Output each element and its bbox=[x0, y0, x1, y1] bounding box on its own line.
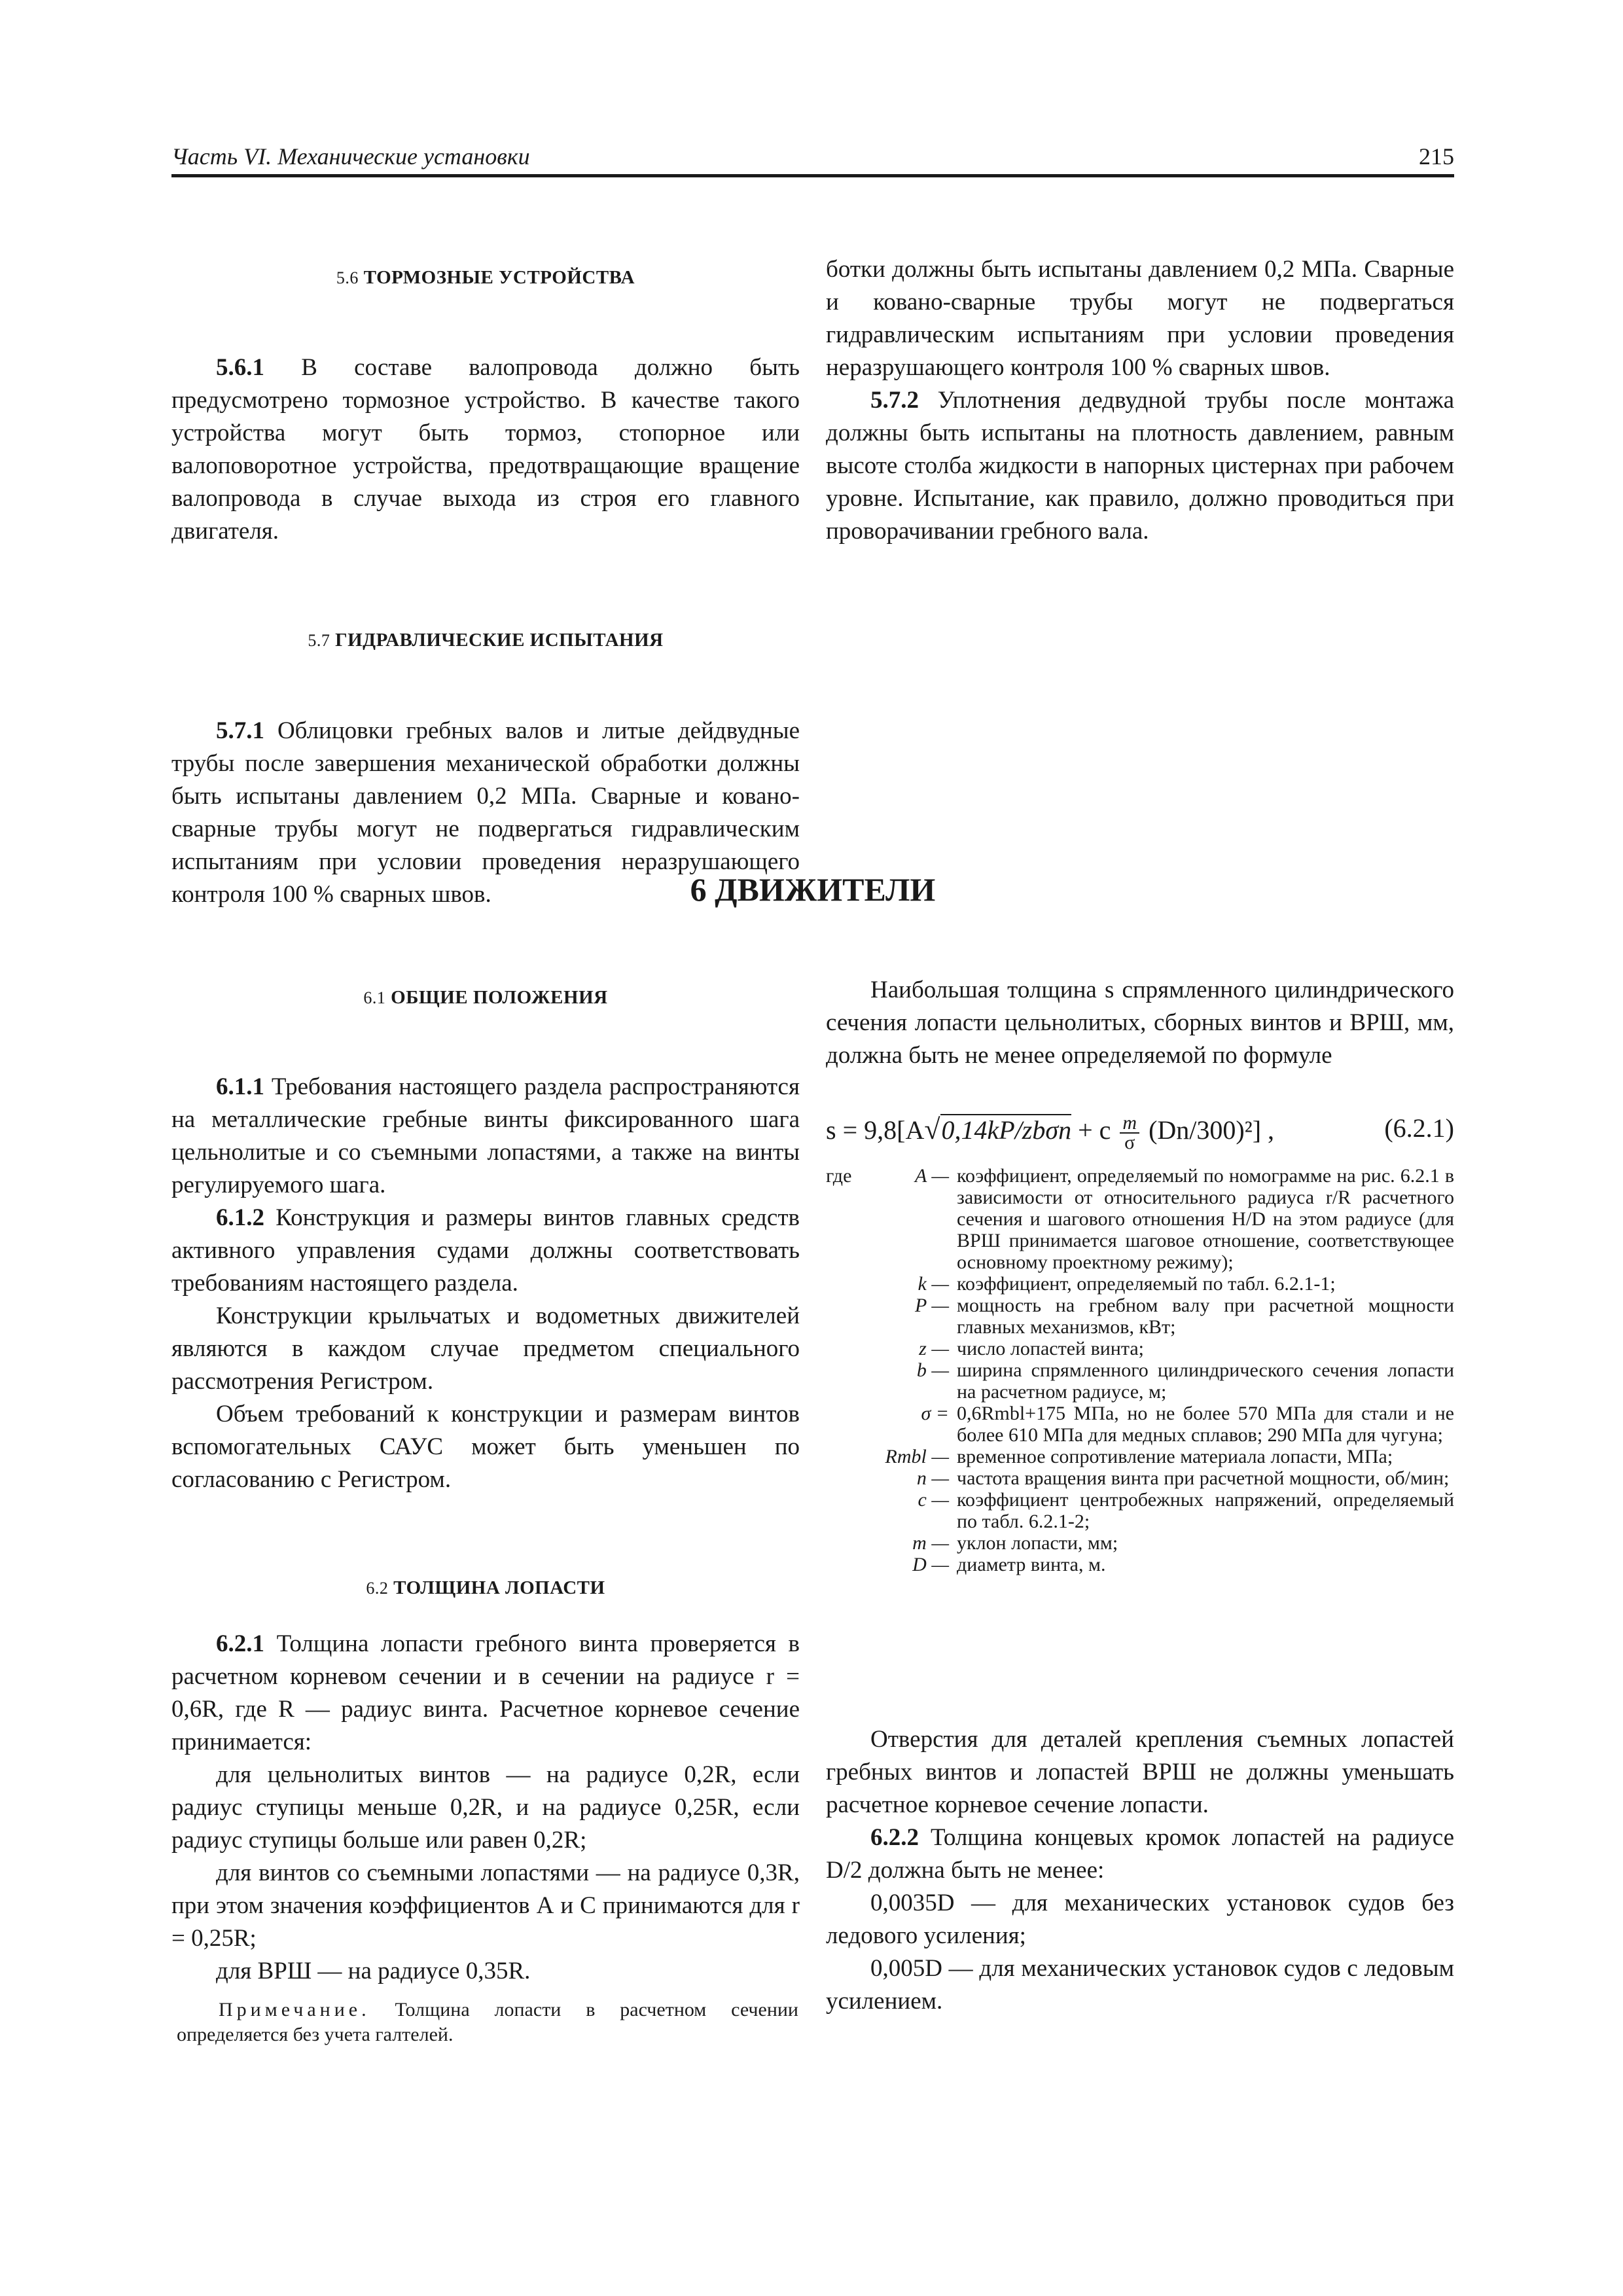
definition-row bbox=[870, 1532, 1454, 1554]
running-header bbox=[171, 143, 1454, 175]
paragraph-6-1-2: 6.1.2 Конструкция и размеры винтов главных средств активного управления судами должны соответствовать требованиям настоящего раздела. bbox=[171, 1204, 800, 1297]
paragraph-6-2-2-b: 0,005D — для механических установок судов с ледовым усилением. bbox=[826, 1955, 1454, 2015]
definition-row bbox=[870, 1467, 1454, 1489]
paragraph-holes: Отверстия для деталей крепления съемных лопастей гребных винтов и лопастей ВРШ не должны уменьшать расчетное корневое сечение лопасти. bbox=[826, 1726, 1454, 1818]
paragraph-6-2-1-a: для цельнолитых винтов — на радиусе 0,2R, если радиус ступицы меньше 0,2R, и на радиусе 0,25R, если радиус ступицы больше или равен 0,2R; bbox=[171, 1761, 800, 1854]
definitions-table bbox=[870, 1165, 1454, 1575]
paragraph-5-7-1-end: ботки должны быть испытаны давлением 0,2 МПа. Сварные и ковано-сварные трубы могут не подвергаться гидравлическим испытаниям при условии проведения неразрушающего контроля 100 % сварных швов. bbox=[826, 256, 1454, 381]
definition-row bbox=[870, 1554, 1454, 1575]
definition-symbol: Rmbl — bbox=[885, 1446, 949, 1467]
right-column-5-7 bbox=[826, 253, 1454, 548]
definition-row bbox=[870, 1338, 1454, 1359]
definition-symbol: D — bbox=[912, 1554, 949, 1575]
definition-text: коэффициент, определяемый по табл. 6.2.1-1; bbox=[957, 1273, 1336, 1295]
paragraph-6-1-1: 6.1.1 Требования настоящего раздела распространяются на металлические гребные винты фиксированного шага цельнолитые и со съемными лопастями, а также на винты регулируемого шага. bbox=[171, 1073, 800, 1198]
paragraph-5-7-1-start: 5.7.1 Облицовки гребных валов и литые дейдвудные трубы после завершения механической обработки должны быть испытаны давлением 0,2 МПа. Сварные и ковано-сварные трубы могут не подвергаться гидравлическим испытаниям при условии проведения неразрушающего контроля 100 % сварных швов. bbox=[171, 717, 800, 908]
paragraph-6-1-4: Объем требований к конструкции и размерам винтов вспомогательных САУС может быть уменьшен по согласованию с Регистром. bbox=[171, 1401, 800, 1493]
definition-symbol: c — bbox=[918, 1489, 949, 1511]
formula-6-2-1: s = 9,8[A√0,14kP/zbσn + c $\frac{m}{\sigma}$ (Dn/300)²] , (6.2.1) bbox=[826, 1111, 1454, 1153]
paragraph-6-2-1: 6.2.1 Толщина лопасти гребного винта проверяется в расчетном корневом сечении и в сечении на радиусе r = 0,6R, где R — радиус винта. Расчетное корневое сечение принимается: bbox=[171, 1630, 800, 1755]
definition-symbol: z — bbox=[919, 1338, 949, 1359]
section-6-1-body bbox=[171, 1071, 800, 1496]
section-heading-6-2: 6.2 ТОЛЩИНА ЛОПАСТИ bbox=[366, 1577, 605, 1598]
chapter-title: 6 ДВИЖИТЕЛИ bbox=[690, 871, 936, 908]
definition-row bbox=[870, 1489, 1454, 1532]
page-number: 215 bbox=[1419, 143, 1454, 170]
definition-text: уклон лопасти, мм; bbox=[957, 1532, 1118, 1554]
paragraph-6-2-2: 6.2.2 Толщина концевых кромок лопастей на радиусе D/2 должна быть не менее: bbox=[826, 1824, 1454, 1884]
section-heading-5-7: 5.7 ГИДРАВЛИЧЕСКИЕ ИСПЫТАНИЯ bbox=[308, 630, 664, 651]
paragraph-6-2-1-b: для винтов со съемными лопастями — на радиусе 0,3R, при этом значения коэффициентов А и С принимаются для r = 0,25R; bbox=[171, 1859, 800, 1952]
formula-fraction: $\frac{m}{\sigma}$ bbox=[1120, 1114, 1139, 1152]
definition-row bbox=[870, 1295, 1454, 1338]
paragraph-6-2-1-c: для ВРШ — на радиусе 0,35R. bbox=[216, 1958, 531, 1984]
definition-row bbox=[870, 1446, 1454, 1467]
running-title: Часть VI. Механические установки bbox=[171, 143, 530, 170]
definition-row bbox=[870, 1165, 1454, 1273]
definition-row bbox=[870, 1273, 1454, 1295]
definition-text: частота вращения винта при расчетной мощности, об/мин; bbox=[957, 1467, 1450, 1489]
definition-text: диаметр винта, м. bbox=[957, 1554, 1106, 1575]
definition-symbol: b — bbox=[916, 1359, 949, 1381]
header-rule bbox=[171, 174, 1454, 177]
definition-row bbox=[870, 1359, 1454, 1403]
section-heading-6-1: 6.1 ОБЩИЕ ПОЛОЖЕНИЯ bbox=[363, 987, 608, 1008]
section-6-2-right-body bbox=[826, 1723, 1454, 2018]
formula-intro: Наибольшая толщина s спрямленного цилиндрического сечения лопасти цельнолитых, сборных винтов и ВРШ, мм, должна быть не менее определяемой по формуле bbox=[826, 977, 1454, 1069]
definition-text: коэффициент центробежных напряжений, определяемый по табл. 6.2.1-2; bbox=[957, 1489, 1454, 1532]
definition-row bbox=[870, 1403, 1454, 1446]
section-heading-5-6: 5.6 ТОРМОЗНЫЕ УСТРОЙСТВА bbox=[336, 267, 635, 288]
definition-symbol: P — bbox=[915, 1295, 949, 1316]
definition-text: ширина спрямленного цилиндрического сечения лопасти на расчетном радиусе, м; bbox=[957, 1359, 1454, 1403]
paragraph-5-7-2: 5.7.2 Уплотнения дедвудной трубы после монтажа должны быть испытаны на плотность давлением, равным высоте столба жидкости в напорных цистернах при рабочем уровне. Испытание, как правило, должно проводиться при проворачивании гребного вала. bbox=[826, 387, 1454, 545]
note-text: Толщина лопасти в расчетном сечении определяется без учета галтелей. bbox=[177, 1999, 798, 2045]
definition-text: 0,6Rmbl+175 МПа, но не более 570 МПа для стали и не более 610 МПа для медных сплавов; 290 МПа для чугуна; bbox=[957, 1403, 1454, 1446]
section-6-2-body bbox=[171, 1628, 800, 1988]
definition-text: мощность на гребном валу при расчетной мощности главных механизмов, кВт; bbox=[957, 1295, 1454, 1338]
definition-symbol: A — bbox=[915, 1165, 949, 1187]
paragraph-5-6-1: 5.6.1 В составе валопровода должно быть предусмотрено тормозное устройство. В качестве такого устройства могут быть тормоз, стопорное или валоповоротное устройства, предотвращающие вращение валопровода в случае выхода из строя его главного двигателя. bbox=[171, 354, 800, 545]
definition-symbol: k — bbox=[918, 1273, 949, 1295]
note-label: Примечание. bbox=[219, 1999, 370, 2020]
formula-number: (6.2.1) bbox=[1384, 1113, 1454, 1143]
definition-text: коэффициент, определяемый по номограмме на рис. 6.2.1 в зависимости от относительного радиуса r/R расчетного сечения и шагового отношения H/D на этом радиусе (для ВРШ принимается шаговое отношение, соответствующее основному проектному режиму); bbox=[957, 1165, 1454, 1273]
definitions bbox=[870, 1165, 1454, 1575]
definition-text: временное сопротивление материала лопасти, МПа; bbox=[957, 1446, 1393, 1467]
paragraph-6-2-2-a: 0,0035D — для механических установок судов без ледового усиления; bbox=[826, 1890, 1454, 1949]
definition-text: число лопастей винта; bbox=[957, 1338, 1144, 1359]
paragraph-6-1-3: Конструкции крыльчатых и водометных движителей являются в каждом случае предметом специального рассмотрения Регистром. bbox=[171, 1302, 800, 1395]
definition-symbol: n — bbox=[916, 1467, 949, 1489]
note bbox=[177, 1998, 798, 2047]
where-label: где bbox=[826, 1165, 852, 1187]
definition-symbol: m — bbox=[912, 1532, 949, 1554]
definition-symbol: σ = bbox=[921, 1403, 949, 1424]
